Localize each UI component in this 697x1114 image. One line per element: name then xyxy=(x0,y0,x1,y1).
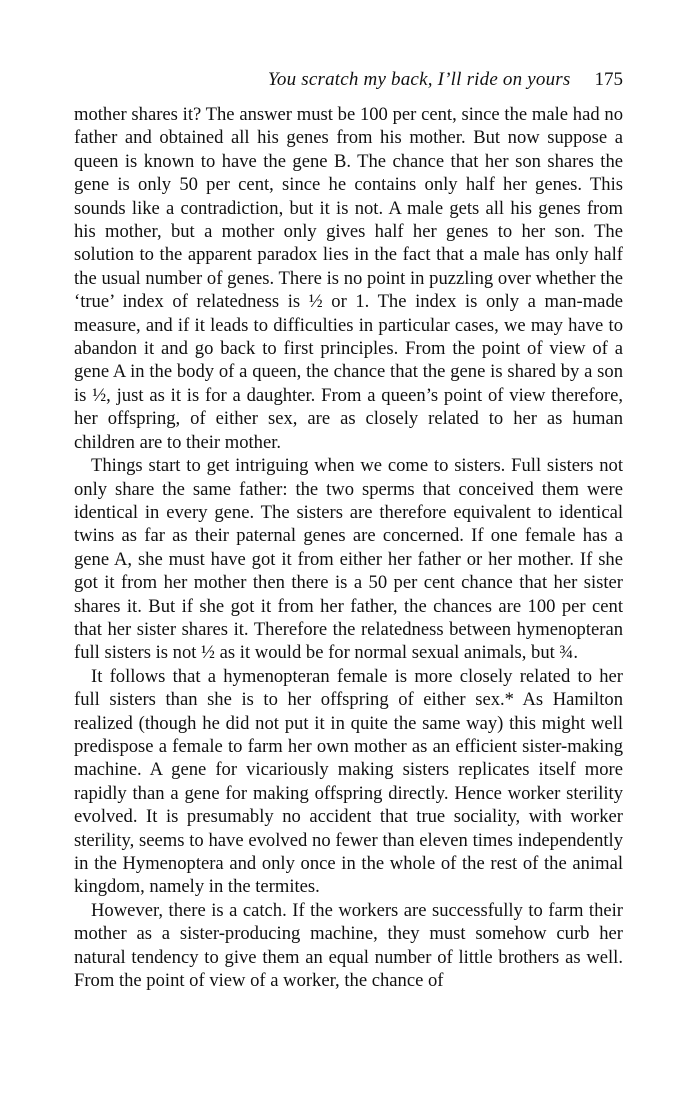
page-header xyxy=(74,66,623,94)
paragraph-2: Things start to get intriguing when we come to sisters. Full sisters not only share the same father: the two sperms that conceived them were identical in every gene. The sisters are therefore equivalent to identical twins as far as their paternal genes are concerned. If one female has a gene A, she must have got it from either her father or her mother. If she got it from her mother then there is a 50 per cent chance that her sister shares it. But if she got it from her father, the chances are 100 per cent that her sister shares it. Therefore the relatedness between hymenopteran full sisters is not ½ as it would be for normal sexual animals, but ¾. xyxy=(74,455,623,664)
paragraph-4: However, there is a catch. If the workers are successfully to farm their mother as a sister-producing machine, they must somehow curb her natural tendency to give them an equal number of little brothers as well. From the point of view of a worker, the chance of xyxy=(74,899,623,992)
paragraph-1: mother shares it? The answer must be 100 per cent, since the male had no father and obtained all his genes from his mother. But now suppose a queen is known to have the gene B. The chance that her son shares the gene is only 50 per cent, since he contains only half her genes. This sounds like a contradiction, but it is not. A male gets all his genes from his mother, but a mother only gives half her genes to her son. The solution to the apparent paradox lies in the fact that a male has only half the usual number of genes. There is no point in puzzling over whether the ‘true’ index of relatedness is ½ or 1. The index is only a man-made measure, and if it leads to difficulties in particular cases, we may have to abandon it and go back to first principles. From the point of view of a gene A in the body of a queen, the chance that the gene is shared by a son is ½, just as it is for a daughter. From a queen’s point of view therefore, her offspring, of either sex, are as closely related to her as human children are to their mother. xyxy=(74,104,623,453)
paragraph-3: It follows that a hymenopteran female is more closely related to her full sisters than she is to her offspring of either sex.* As Hamilton realized (though he did not put it in quite the same way) this might well predispose a female to farm her own mother as an efficient sister-making machine. A gene for vicariously making sisters replicates itself more rapidly than a gene for making offspring directly. Hence worker sterility evolved. It is presumably no accident that true sociality, with worker sterility, seems to have evolved no fewer than eleven times independently in the Hymenoptera and only once in the whole of the rest of the animal kingdom, namely in the termites. xyxy=(74,665,623,898)
page-number: 175 xyxy=(594,69,623,90)
running-title: You scratch my back, I’ll ride on yours xyxy=(267,69,571,90)
body-text xyxy=(74,103,623,992)
